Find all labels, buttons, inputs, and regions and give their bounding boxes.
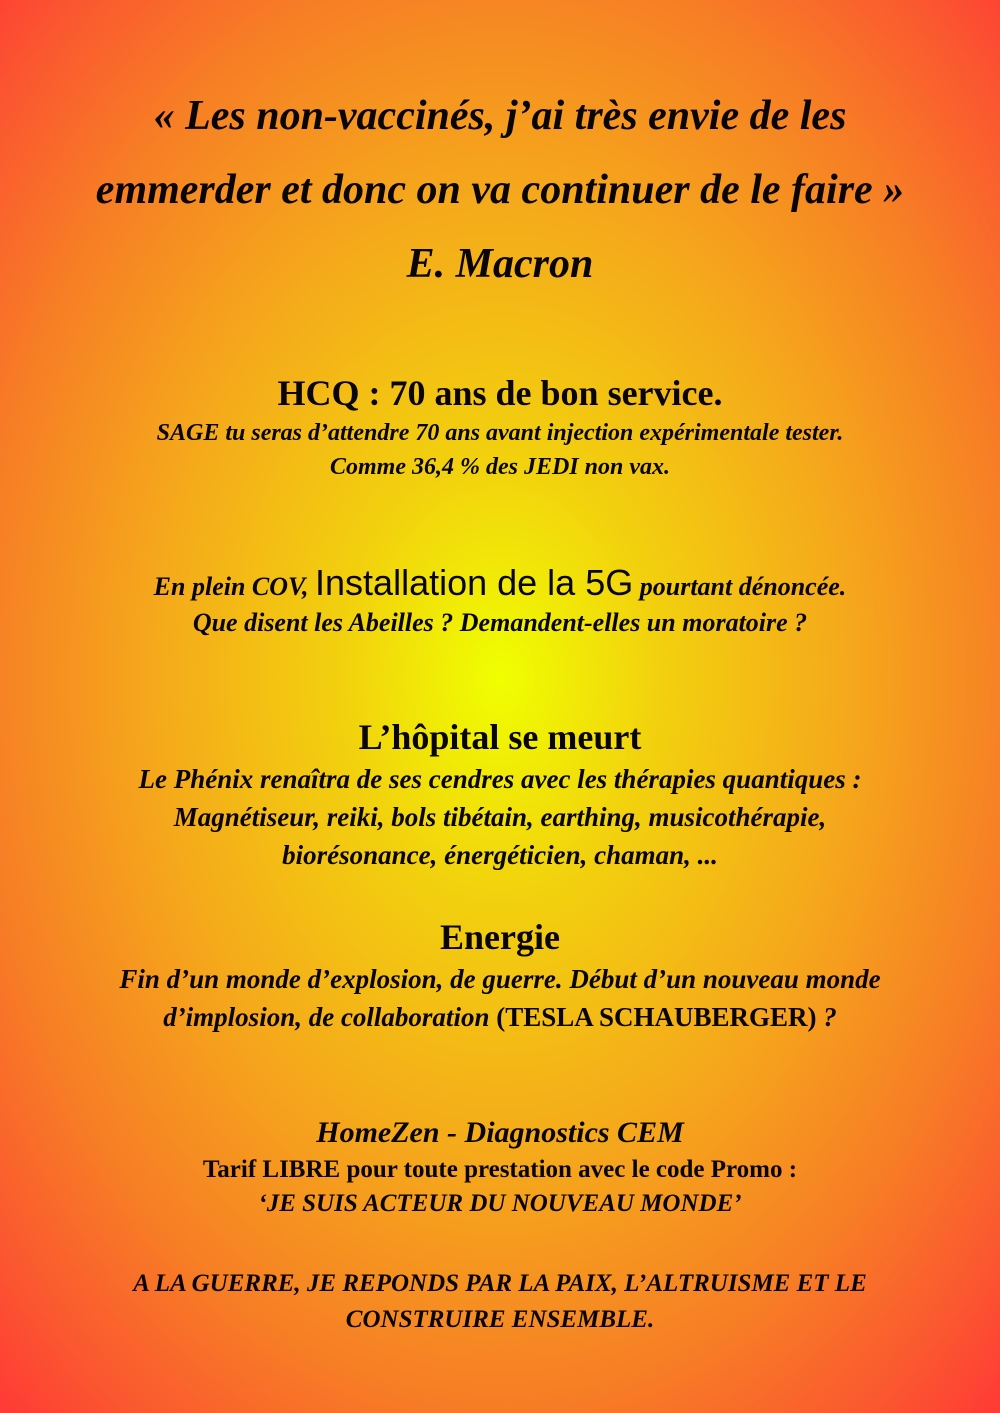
energie-line-1: Fin d’un monde d’explosion, de guerre. Début d’un nouveau monde: [119, 964, 881, 994]
fiveg-line-2: Que disent les Abeilles ? Demandent-elles un moratoire ?: [192, 608, 808, 637]
quote-line-1: « Les non-vaccinés, j’ai très envie de les: [153, 93, 847, 139]
hcq-line-2: Comme 36,4 % des JEDI non vax.: [329, 454, 670, 480]
fiveg-prefix: En plein COV,: [153, 572, 309, 601]
closing-line-1: A LA GUERRE, JE REPONDS PAR LA PAIX, L’ALTRUISME ET LE: [133, 1270, 867, 1297]
fiveg-highlight: Installation de la 5G: [315, 562, 634, 603]
homezen-line-1: Tarif LIBRE pour toute prestation avec le code Promo :: [202, 1156, 798, 1183]
energie-line-2: [0, 1002, 1000, 1033]
energie-line-2-names: (TESLA SCHAUBERGER): [496, 1002, 817, 1032]
energie-title: Energie: [440, 917, 560, 957]
energie-line-2-end: ?: [823, 1002, 837, 1032]
hopital-line-2: Magnétiseur, reiki, bols tibétain, earthing, musicothérapie,: [173, 802, 827, 832]
fiveg-suffix: pourtant dénoncée.: [639, 572, 847, 601]
hopital-line-1: Le Phénix renaîtra de ses cendres avec les thérapies quantiques :: [138, 764, 862, 794]
fiveg-line-1: [0, 562, 1000, 604]
hcq-title: HCQ : 70 ans de bon service.: [277, 373, 723, 413]
homezen-promo-code: ‘JE SUIS ACTEUR DU NOUVEAU MONDE’: [258, 1190, 742, 1217]
quote-author: E. Macron: [406, 241, 594, 287]
hcq-line-1: SAGE tu seras d’attendre 70 ans avant injection expérimentale tester.: [156, 420, 844, 446]
hopital-title: L’hôpital se meurt: [358, 717, 642, 757]
hopital-line-3: biorésonance, énergéticien, chaman, ...: [282, 840, 718, 870]
homezen-title: HomeZen - Diagnostics CEM: [316, 1116, 684, 1149]
closing-line-2: CONSTRUIRE ENSEMBLE.: [345, 1306, 655, 1333]
quote-line-2: emmerder et donc on va continuer de le faire »: [95, 167, 905, 213]
energie-line-2-start: d’implosion, de collaboration: [163, 1002, 490, 1032]
